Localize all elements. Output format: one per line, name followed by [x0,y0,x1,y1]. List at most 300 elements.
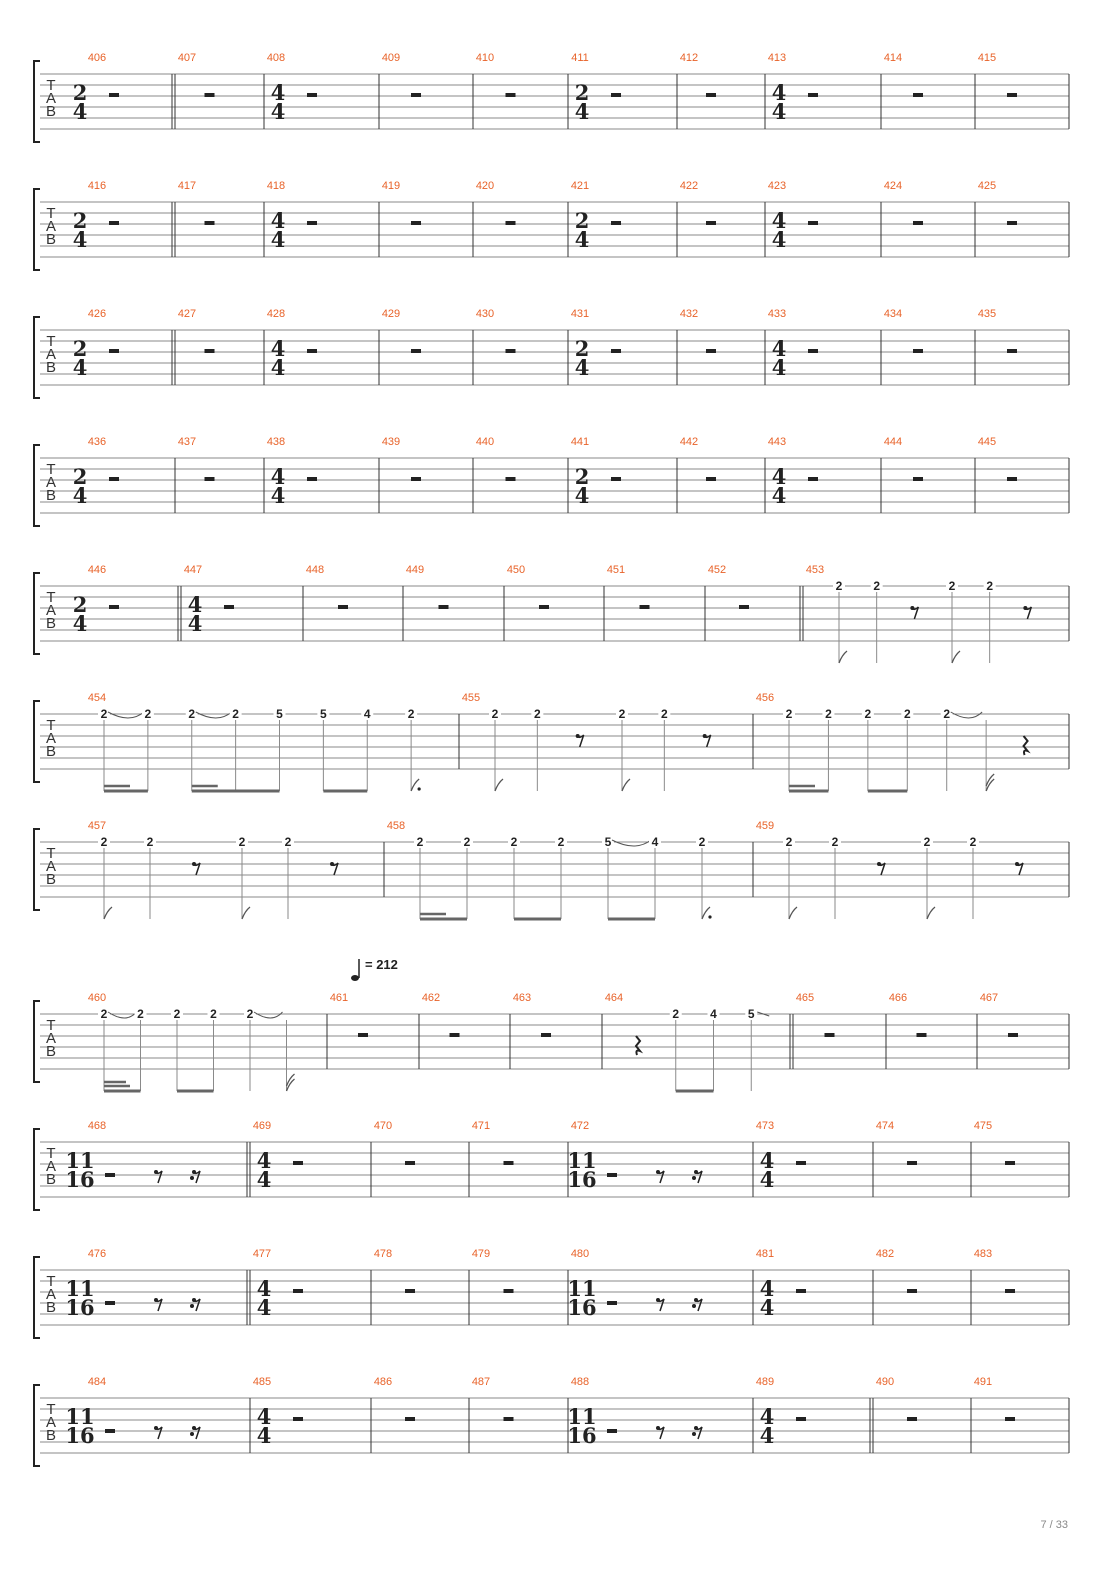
tab-clef-letter: T [46,1401,56,1418]
tab-system [34,1248,1069,1338]
whole-rest [706,477,716,481]
measure [73,564,119,636]
sixteenth-rest-stem [193,1299,200,1311]
fret-number: 2 [672,1007,680,1021]
tab-clef-letter: T [46,1273,56,1290]
measure-number: 453 [805,564,825,576]
fret-number: 2 [188,707,196,721]
time-signature-numerator: 2 [72,336,88,361]
measure [873,1248,917,1325]
time-signature-numerator: 11 [65,1404,95,1429]
eighth-flag [495,779,503,791]
measure-number: 446 [87,564,107,576]
measure [65,1376,200,1448]
measure [327,992,368,1069]
measure-number: 407 [177,52,197,64]
measure [568,308,621,385]
measure [677,52,716,129]
fret-number: 2 [137,1007,144,1021]
tab-clef-letter: B [45,1171,57,1188]
measure-number: 459 [755,820,775,832]
eighth-flag [839,651,847,663]
whole-rest [808,349,818,353]
eighth-rest-stem [704,735,711,747]
sixteenth-rest-stem [695,1299,702,1311]
measure-number: 422 [679,180,699,192]
time-signature-denominator: 4 [759,1423,775,1448]
measure [379,180,421,257]
measure-number: 483 [973,1248,993,1260]
time-signature-denominator: 4 [270,227,286,252]
measure [753,1376,806,1453]
whole-rest [607,1301,617,1305]
measure-number: 484 [87,1376,107,1388]
tab-clef-letter: T [46,205,56,222]
time-signature-denominator: 4 [759,1295,775,1320]
whole-rest [109,93,119,97]
tab-clef-letter: B [45,231,57,248]
fret-number: 2 [618,707,626,721]
measure-number: 435 [977,308,997,320]
system-bracket [34,1257,40,1338]
measure [977,992,1018,1069]
tab-clef-letter: A [45,602,57,619]
tempo-note-head [351,975,359,981]
tab-system [34,1120,1069,1210]
whole-rest [913,221,923,225]
measure-number: 427 [177,308,197,320]
whole-rest [907,1289,917,1293]
measure-number: 423 [767,180,787,192]
whole-rest [205,221,215,225]
measure-number: 456 [755,692,775,704]
eighth-flag [242,907,250,919]
tab-clef-letter: A [45,1286,57,1303]
measure-number: 436 [87,436,107,448]
system-bracket [34,1385,40,1466]
dot [708,915,711,918]
whole-rest [907,1161,917,1165]
fret-number: 2 [284,835,292,849]
measure [975,436,1017,513]
fret-number: 5 [747,1007,755,1021]
whole-rest [405,1417,415,1421]
fret-number: 4 [651,835,659,849]
whole-rest [1007,93,1017,97]
tab-clef-letter: A [45,474,57,491]
time-signature-numerator: 11 [567,1148,597,1173]
fret-number: 2 [246,1007,254,1021]
measure-number: 430 [475,308,495,320]
whole-rest [907,1417,917,1421]
time-signature-numerator: 2 [574,336,590,361]
measure-number: 415 [977,52,997,64]
time-signature-denominator: 4 [72,99,88,124]
measure-number: 457 [87,820,107,832]
whole-rest [205,477,215,481]
measure [765,436,818,513]
fret-number: 4 [363,707,371,721]
measure [303,564,348,641]
sixteenth-rest-stem [695,1171,702,1183]
measure-number: 464 [604,992,624,1004]
measure-number: 474 [875,1120,895,1132]
measure [379,436,421,513]
tab-clef-letter: B [45,487,57,504]
system-bracket [34,189,40,270]
measure [881,52,923,129]
whole-rest [205,93,215,97]
time-signature-numerator: 2 [72,208,88,233]
measure [379,308,421,385]
whole-rest [109,477,119,481]
measure-number: 428 [266,308,286,320]
measure-number: 414 [883,52,903,64]
measure [264,308,317,385]
time-signature-denominator: 4 [771,227,787,252]
time-signature-numerator: 4 [771,208,787,233]
fret-number: 2 [698,835,706,849]
measure [384,820,712,919]
tab-clef-letter: T [46,1145,56,1162]
whole-rest [105,1429,115,1433]
tab-system [34,957,1069,1091]
whole-rest [808,93,818,97]
whole-rest [105,1173,115,1177]
eighth-rest-stem [657,1427,664,1439]
fret-number: 5 [604,835,612,849]
sixteenth-rest-stem [695,1427,702,1439]
whole-rest [1005,1289,1015,1293]
eighth-rest-stem [193,863,200,875]
whole-rest [411,93,421,97]
whole-rest [611,477,621,481]
sixteenth-rest-dot [190,1304,194,1308]
measure-number: 452 [707,564,727,576]
measure [510,992,551,1069]
measure-number: 480 [570,1248,590,1260]
measure-number: 411 [571,52,589,64]
measure-number: 406 [87,52,107,64]
tab-clef-letter: T [46,77,56,94]
tab-clef-letter: A [45,90,57,107]
measure-number: 441 [570,436,590,448]
time-signature-denominator: 4 [256,1295,272,1320]
whole-rest [640,605,650,609]
eighth-rest-stem [1024,607,1031,619]
measure [65,1120,200,1192]
system-bracket [34,61,40,142]
time-signature-denominator: 4 [256,1167,272,1192]
measure [469,1120,514,1197]
time-signature-denominator: 4 [72,227,88,252]
measure-number: 449 [405,564,425,576]
measure-number: 433 [767,308,787,320]
measure [504,564,549,641]
fret-number: 2 [100,1007,108,1021]
time-signature-numerator: 2 [72,80,88,105]
whole-rest [504,1417,514,1421]
measure [567,1248,702,1325]
measure [971,1248,1015,1325]
tab-system [34,52,1069,142]
measure [459,692,711,791]
time-signature-numerator: 4 [759,1276,775,1301]
measure [73,308,119,380]
whole-rest [506,477,516,481]
fret-number: 2 [903,707,911,721]
tie-arc [196,712,232,718]
measure-number: 424 [883,180,903,192]
whole-rest [109,605,119,609]
measure [264,436,317,513]
time-signature-numerator: 2 [574,464,590,489]
whole-rest [611,93,621,97]
measure [975,180,1017,257]
tempo-marking: = 212 [365,957,398,972]
measure-number: 434 [883,308,903,320]
measure-number: 447 [183,564,203,576]
time-signature-numerator: 2 [574,208,590,233]
system-bracket [34,1001,40,1082]
fret-number: 2 [785,835,793,849]
time-signature-numerator: 4 [187,592,203,617]
time-signature-numerator: 4 [759,1404,775,1429]
measure [247,1248,303,1325]
whole-rest [109,221,119,225]
whole-rest [506,93,516,97]
whole-rest [411,349,421,353]
fret-number: 2 [463,835,471,849]
measure [873,1120,917,1197]
measure-number: 478 [373,1248,393,1260]
measure-number: 440 [475,436,495,448]
measure [800,564,1031,663]
measure [250,1376,303,1453]
tie-arc [254,1012,283,1018]
measure [604,564,650,641]
measure-number: 470 [373,1120,393,1132]
fret-number: 2 [785,707,793,721]
tab-system [34,820,1069,919]
whole-rest [504,1289,514,1293]
whole-rest [450,1033,460,1037]
measure-number: 416 [87,180,107,192]
measure [677,436,716,513]
measure [765,308,818,385]
sixteenth-rest-dot [692,1432,696,1436]
measure [73,180,119,252]
fret-number: 2 [660,707,668,721]
whole-rest [917,1033,927,1037]
whole-rest [1007,349,1017,353]
measure [870,1376,917,1453]
measure-number: 445 [977,436,997,448]
whole-rest [808,221,818,225]
fret-number: 2 [210,1007,217,1021]
measure-number: 438 [266,436,286,448]
measure-number: 409 [381,52,401,64]
quarter-rest [1024,736,1028,755]
fret-number: 2 [416,835,424,849]
fret-number: 2 [873,579,881,593]
measure-number: 473 [755,1120,775,1132]
measure [473,52,516,129]
measure-number: 439 [381,436,401,448]
measure-number: 455 [461,692,481,704]
measure-number: 418 [266,180,286,192]
whole-rest [1005,1417,1015,1421]
sixteenth-rest-dot [190,1432,194,1436]
measure [881,180,923,257]
whole-rest [739,605,749,609]
time-signature-denominator: 4 [574,227,590,252]
whole-rest [307,93,317,97]
measure [765,180,818,257]
tab-clef-letter: A [45,218,57,235]
time-signature-denominator: 16 [567,1295,597,1320]
fret-number: 5 [320,707,327,721]
tab-system [34,308,1069,398]
measure-number: 462 [421,992,441,1004]
tie-arc [108,1012,137,1018]
measure [264,180,317,257]
whole-rest [611,221,621,225]
time-signature-numerator: 11 [567,1404,597,1429]
measure-number: 477 [252,1248,272,1260]
time-signature-numerator: 11 [567,1276,597,1301]
time-signature-numerator: 4 [771,80,787,105]
time-signature-numerator: 4 [270,80,286,105]
whole-rest [808,477,818,481]
fret-number: 2 [238,835,246,849]
measure [753,820,1023,919]
tab-clef-letter: B [45,1427,57,1444]
fret-number: 2 [943,707,951,721]
measure [178,564,234,641]
measure [469,1248,514,1325]
measure-number: 443 [767,436,787,448]
time-signature-numerator: 4 [759,1148,775,1173]
measure-number: 444 [883,436,903,448]
measure [73,52,119,124]
measure-number: 432 [679,308,699,320]
tab-clef-letter: A [45,1414,57,1431]
time-signature-denominator: 4 [256,1423,272,1448]
tab-system [34,564,1069,663]
eighth-rest-stem [331,863,338,875]
tab-clef-letter: B [45,743,57,760]
whole-rest [825,1033,835,1037]
tab-system [34,1376,1069,1466]
whole-rest [913,349,923,353]
measure [172,308,215,385]
whole-rest [504,1161,514,1165]
measure [568,180,621,257]
whole-rest [796,1289,806,1293]
whole-rest [539,605,549,609]
time-signature-denominator: 4 [771,99,787,124]
measure-number: 425 [977,180,997,192]
measure [568,436,621,513]
measure-number: 410 [475,52,495,64]
system-bracket [34,829,40,910]
measure [971,1376,1015,1453]
measure [765,52,818,129]
whole-rest [1007,477,1017,481]
whole-rest [796,1161,806,1165]
whole-rest [405,1161,415,1165]
time-signature-numerator: 4 [256,1404,272,1429]
measure [247,1120,303,1197]
measure-number: 490 [875,1376,895,1388]
whole-rest [706,349,716,353]
system-bracket [34,701,40,782]
measure-number: 487 [471,1376,491,1388]
whole-rest [706,93,716,97]
tab-clef-letter: B [45,615,57,632]
measure-number: 413 [767,52,787,64]
measure [175,436,215,513]
measure-number: 471 [471,1120,491,1132]
fret-number: 2 [864,707,872,721]
fret-number: 2 [986,579,994,593]
measure-number: 421 [570,180,590,192]
measure-number: 475 [973,1120,993,1132]
measure [975,52,1017,129]
whole-rest [411,477,421,481]
system-bracket [34,445,40,526]
measure-number: 491 [973,1376,993,1388]
whole-rest [307,221,317,225]
time-signature-denominator: 4 [72,611,88,636]
measure-number: 482 [875,1248,895,1260]
measure-number: 488 [570,1376,590,1388]
fret-number: 2 [510,835,518,849]
tab-clef-letter: T [46,717,56,734]
measure-number: 431 [570,308,590,320]
measure [65,1248,200,1320]
eighth-flag [789,907,797,919]
eighth-flag [622,779,630,791]
time-signature-denominator: 16 [65,1295,95,1320]
whole-rest [706,221,716,225]
tie-arc [612,840,651,846]
tab-system [34,180,1069,270]
measure [88,992,295,1091]
measure [790,992,835,1069]
time-signature-numerator: 4 [270,464,286,489]
time-signature-numerator: 4 [771,464,787,489]
measure-number: 463 [512,992,532,1004]
measure [88,692,421,791]
whole-rest [293,1289,303,1293]
measure [886,992,927,1069]
dot [418,787,421,790]
measure-number: 468 [87,1120,107,1132]
whole-rest [607,1429,617,1433]
measure [753,1248,806,1325]
sixteenth-rest-dot [190,1176,194,1180]
tab-clef-letter: T [46,461,56,478]
measure-number: 469 [252,1120,272,1132]
tab-clef-letter: B [45,1043,57,1060]
eighth-flag [287,1079,295,1091]
whole-rest [611,349,621,353]
tie-arc [108,712,144,718]
whole-rest [293,1417,303,1421]
whole-rest [307,349,317,353]
